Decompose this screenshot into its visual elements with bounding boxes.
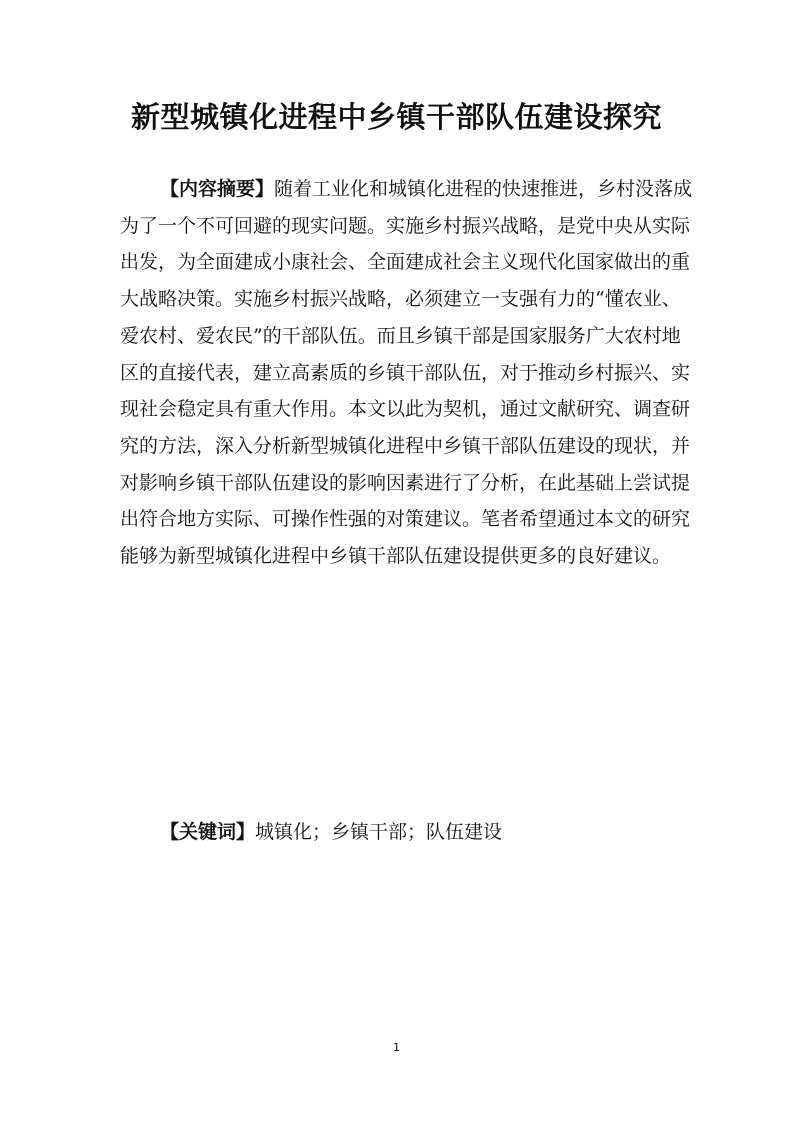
abstract-label: 【内容摘要】 — [160, 178, 275, 200]
abstract-line: 区的直接代表，建立高素质的乡镇干部队伍，对于推动乡村振兴、实 — [120, 361, 691, 384]
abstract-line — [120, 171, 693, 208]
abstract-line: 爱农村、爱农民”的干部队伍。而且乡镇干部是国家服务广大农村地 — [120, 324, 681, 347]
abstract-line: 现社会稳定具有重大作用。本文以此为契机，通过文献研究、调查研 — [120, 398, 691, 421]
abstract-line: 究的方法，深入分析新型城镇化进程中乡镇干部队伍建设的现状，并 — [120, 434, 691, 457]
document-title: 新型城镇化进程中乡镇干部队伍建设探究 — [130, 100, 662, 134]
abstract-line: 对影响乡镇干部队伍建设的影响因素进行了分析，在此基础上尝试提 — [120, 471, 691, 494]
keywords-section — [160, 818, 502, 846]
page-number: 1 — [393, 1041, 400, 1054]
abstract-text: 随着工业化和城镇化进程的快速推进，乡村没落成 — [274, 178, 693, 200]
abstract-section — [120, 171, 693, 575]
keywords-label: 【关键词】 — [160, 821, 256, 843]
abstract-line: 为了一个不可回避的现实问题。实施乡村振兴战略，是党中央从实际 — [120, 214, 691, 237]
keywords-text: 城镇化；乡镇干部；队伍建设 — [255, 821, 503, 843]
abstract-line: 出发，为全面建成小康社会、全面建成社会主义现代化国家做出的重 — [120, 251, 691, 274]
abstract-line: 能够为新型城镇化进程中乡镇干部队伍建设提供更多的良好建议。 — [120, 545, 672, 568]
abstract-line: 出符合地方实际、可操作性强的对策建议。笔者希望通过本文的研究 — [120, 508, 691, 531]
abstract-line: 大战略决策。实施乡村振兴战略，必须建立一支强有力的“懂农业、 — [120, 288, 681, 311]
